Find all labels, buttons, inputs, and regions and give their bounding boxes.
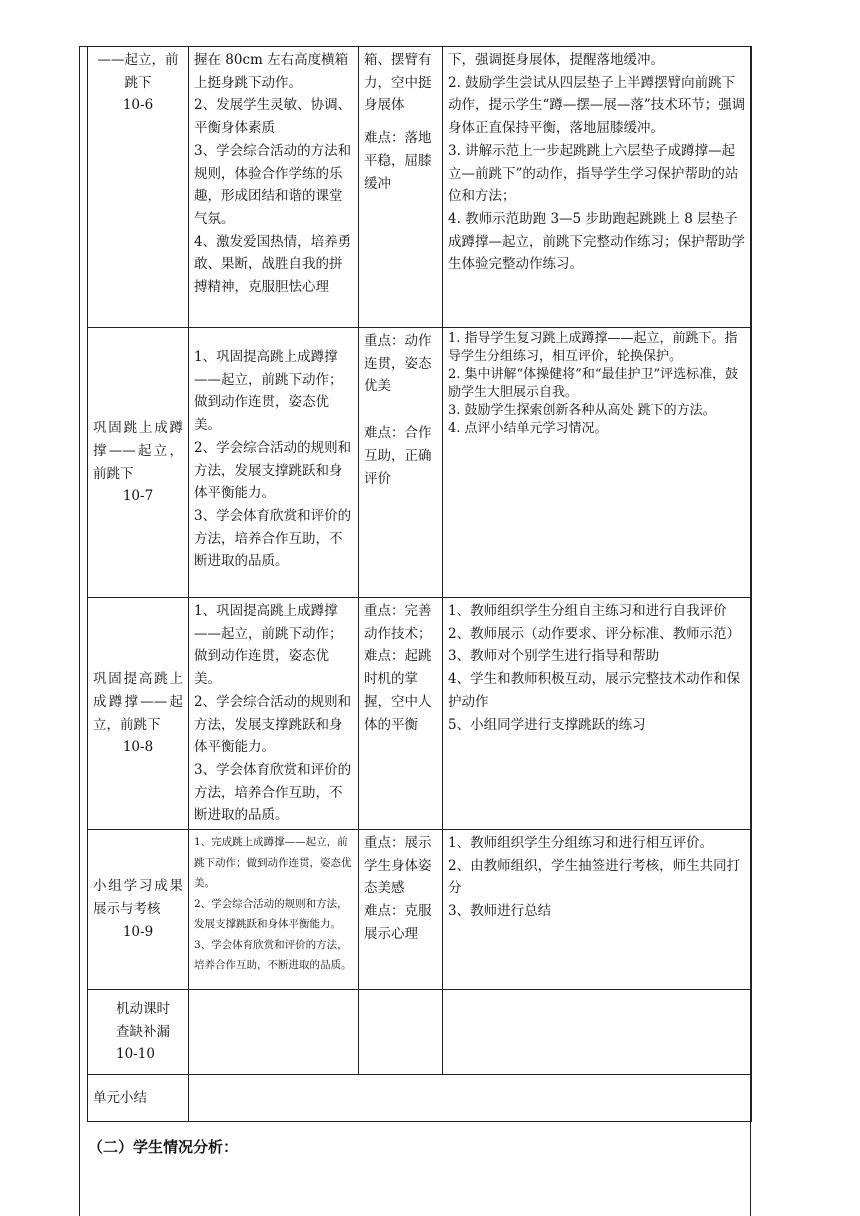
lesson-code: 10-6: [122, 97, 154, 114]
focus-cell: [359, 328, 443, 598]
step-item: 下，强调挺身展体，提醒落地缓冲。: [448, 52, 664, 68]
step-item: 1、教师组织学生分组自主练习和进行自我评价: [448, 603, 727, 619]
focus-item: 难点：克服展示心理: [364, 903, 432, 942]
topic-text: 小组学习成果展示与考核: [93, 878, 183, 918]
focus-item: 难点：合作互助，正确评价: [364, 425, 432, 487]
goal-item: 3、学会体育欣赏和评价的方法，培养合作互助，不断进取的品质。: [194, 507, 352, 570]
topic-text: 查缺补漏: [116, 1023, 170, 1040]
goals-cell: [189, 47, 359, 328]
step-item: 1、教师组织学生分组练习和进行相互评价。: [448, 835, 714, 852]
focus-item: 难点：落地平稳，屈膝缓冲: [364, 130, 432, 192]
table-row: [88, 47, 752, 328]
step-item: 2. 鼓励学生尝试从四层垫子上半蹲摆臂向前跳下动作，提示学生“蹲—摆—展—落”技术环节；强调身体正直保持平衡，落地屈膝缓冲。: [448, 74, 746, 137]
goal-item: 1、巩固提高跳上成蹲撑——起立，前跳下动作；做到动作连贯，姿态优美。: [194, 349, 343, 434]
topic-text: 巩固跳上成蹲撑——起立，前跳下: [93, 420, 183, 482]
lesson-topic-cell: [88, 47, 189, 328]
step-item: 4、学生和教师积极互动，展示完整技术动作和保护动作: [448, 671, 741, 710]
lesson-code: 10-9: [122, 923, 154, 940]
summary-content-cell: [189, 1075, 752, 1122]
steps-cell: [443, 328, 752, 598]
goal-item: 2、学会综合活动的规则和方法，发展支撑跳跃和身体平衡能力。: [194, 439, 352, 502]
goal-item: 握在 80cm 左右高度横箱上挺身跳下动作。: [194, 52, 349, 91]
lesson-topic-cell: [88, 990, 189, 1075]
summary-label: 单元小结: [93, 1089, 147, 1106]
table-row: [88, 990, 752, 1075]
step-item: 3、教师对个别学生进行指导和帮助: [448, 648, 660, 665]
lesson-code: 10-7: [122, 488, 154, 505]
step-item: 5、小组同学进行支撑跳跃的练习: [448, 716, 646, 733]
step-item: 2、由教师组织，学生抽签进行考核，师生共同打分: [448, 857, 741, 897]
lesson-code: 10-10: [116, 1046, 155, 1063]
focus-cell: [359, 830, 443, 990]
step-item: 3、教师进行总结: [448, 903, 552, 920]
step-item: 2. 集中讲解“体操健将”和“最佳护卫”评选标准，鼓励学生大胆展示自我。: [448, 367, 739, 400]
step-item: 1. 指导学生复习跳上成蹲撑——起立，前跳下。指导学生分组练习，相互评价，轮换保护。: [448, 331, 738, 364]
focus-item: 箱、摆臂有力，空中挺身展体: [364, 52, 432, 114]
goal-item: 3、学会体育欣赏和评价的方法，培养合作互助，不断进取的品质。: [194, 938, 352, 972]
steps-cell: [443, 830, 752, 990]
lesson-topic-cell: [88, 830, 189, 990]
table-row: [88, 598, 752, 830]
step-item: 3. 鼓励学生探索创新各种从高处 跳下的方法。: [448, 403, 716, 418]
focus-item: 重点：动作连贯，姿态优美: [364, 333, 432, 395]
goal-item: 1、完成跳上成蹲撑——起立，前跳下动作；做到动作连贯，姿态优美。: [194, 836, 352, 890]
goal-item: 2、学会综合活动的规则和方法，发展支撑跳跃和身体平衡能力。: [194, 693, 352, 756]
table-row: [88, 328, 752, 598]
goal-item: 2、学会综合活动的规则和方法，发展支撑跳跃和身体平衡能力。: [194, 897, 348, 931]
section-heading: （二）学生情况分析：: [88, 1138, 239, 1156]
table-row: [88, 830, 752, 990]
topic-text: 巩固提高跳上成蹲撑——起立，前跳下: [93, 671, 183, 733]
focus-item: 重点：展示学生身体姿态美感: [364, 835, 432, 897]
steps-cell: [443, 47, 752, 328]
lesson-topic-cell: [88, 328, 189, 598]
step-item: 4. 教师示范助跑 3—5 步助跑起跳跳上 8 层垫子成蹲撑—起立，前跳下完整动作练习；保护帮助学生体验完整动作练习。: [448, 210, 745, 273]
focus-item: 重点：完善动作技术；难点：起跳时机的掌握，空中人体的平衡: [364, 603, 432, 733]
topic-text: ——起立，前: [97, 52, 179, 68]
goals-cell: [189, 598, 359, 830]
focus-cell: [359, 47, 443, 328]
table-row: [88, 1075, 752, 1122]
topic-text: 机动课时: [116, 1000, 170, 1017]
focus-cell: [359, 990, 443, 1075]
lesson-topic-cell: [88, 598, 189, 830]
step-item: 4. 点评小结单元学习情况。: [448, 421, 608, 436]
goals-cell: [189, 990, 359, 1075]
steps-cell: [443, 990, 752, 1075]
step-item: 3. 讲解示范上一步起跳跳上六层垫子成蹲撑—起立—前跳下”的动作，指导学生学习保护帮助的站位和方法；: [448, 142, 739, 205]
steps-cell: [443, 598, 752, 830]
topic-text: 跳下: [124, 74, 152, 91]
goals-cell: [189, 830, 359, 990]
goal-item: 2、发展学生灵敏、协调、平衡身体素质: [194, 97, 352, 137]
focus-cell: [359, 598, 443, 830]
lesson-code: 10-8: [122, 739, 154, 756]
goal-item: 3、学会综合活动的方法和规则，体验合作学练的乐趣，形成团结和谐的课堂气氛。: [194, 142, 352, 227]
goal-item: 1、巩固提高跳上成蹲撑——起立，前跳下动作；做到动作连贯，姿态优美。: [194, 603, 343, 688]
goals-cell: [189, 328, 359, 598]
goal-item: 3、学会体育欣赏和评价的方法，培养合作互助，不断进取的品质。: [194, 761, 352, 824]
step-item: 2、教师展示（动作要求、评分标准、教师示范）: [448, 625, 741, 642]
goal-item: 4、激发爱国热情，培养勇敢、果断，战胜自我的拼搏精神，克服胆怯心理: [194, 233, 352, 296]
lesson-plan-table: [87, 46, 752, 1122]
summary-label-cell: [88, 1075, 189, 1122]
